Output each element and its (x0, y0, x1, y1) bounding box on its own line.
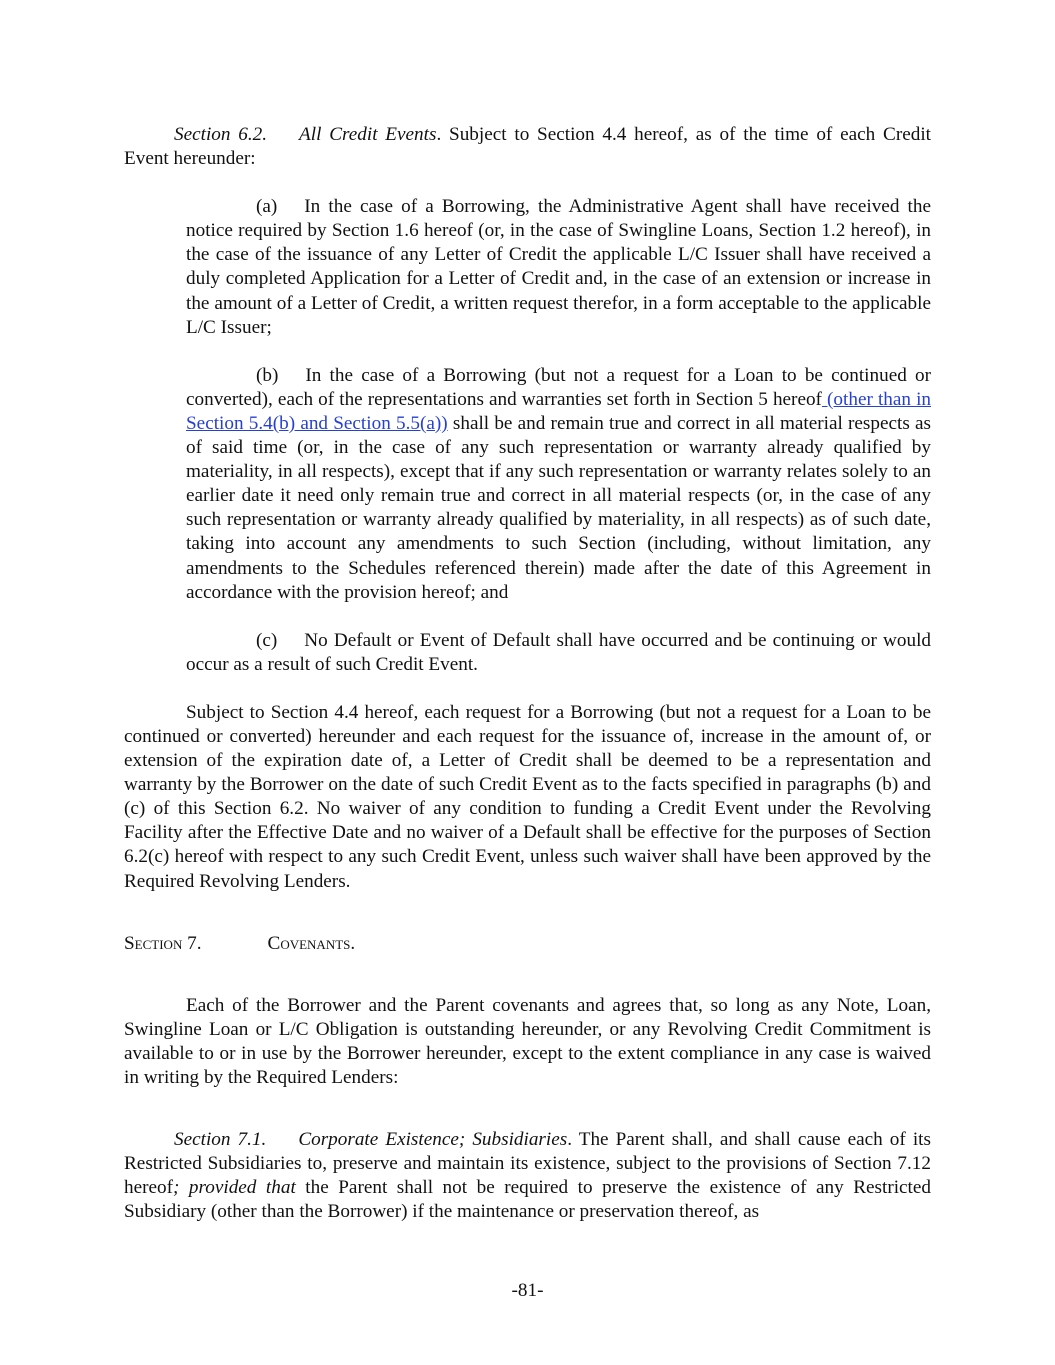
section-7-1-text-after: the Parent shall not be required to preserve the existence of any Restricted Subsidiary (other than the Borrower) if the maintenance or preservation thereof, as (124, 1177, 931, 1223)
closing-paragraph: Subject to Section 4.4 hereof, each request for a Borrowing (but not a request for a Loan to be continued or converted) hereunder and each request for the issuance of, increase in the amount of, or extension of the expiration date of, a Letter of Credit shall be deemed to be a representation and warranty by the Borrower on the date of such Credit Event as to the facts specified in paragraphs (b) and (c) of this Section 6.2. No waiver of any condition to funding a Credit Event under the Revolving Facility after the Effective Date and no waiver of a Default shall be effective for the purposes of Section 6.2(c) hereof with respect to any such Credit Event, unless such waiver shall have been approved by the Required Revolving Lenders. (124, 701, 931, 892)
section-7-1-italic: ; provided that (173, 1177, 296, 1199)
clause-a-label: (a) (256, 196, 278, 218)
section-7-intro: Each of the Borrower and the Parent covenants and agrees that, so long as any Note, Loan, Swingline Loan or L/C Obligation is outstanding hereunder, or any Revolving Credit Commitment is available to or in use by the Borrower hereunder, except to the extent compliance in any case is waived in writing by the Required Lenders: (124, 994, 931, 1088)
section-7-1-number: Section 7.1. (174, 1129, 267, 1151)
section-7-title: Covenants. (267, 932, 356, 954)
section-6-2-number: Section 6.2. (174, 124, 268, 145)
clause-b-link[interactable]: (other than in Section 5.4(b) and Section 5.5(a)) (186, 388, 932, 434)
section-6-2-heading-paragraph (124, 123, 931, 171)
clause-a-text: In the case of a Borrowing, the Administrative Agent shall have received the notice required by Section 1.6 hereof (or, in the case of Swingline Loans, Section 1.2 hereof), in the case of the issuance of any Letter of Credit the applicable L/C Issuer shall have received a duly completed Application for a Letter of Credit and, in the case of an extension or increase in the amount of a Letter of Credit, a written request therefor, in a form acceptable to the applicable L/C Issuer; (186, 196, 931, 338)
clause-b (186, 364, 931, 605)
section-7-number: Section 7. (124, 932, 202, 954)
section-7-1-title: Corporate Existence; Subsidiaries (298, 1129, 568, 1151)
clause-c-text: No Default or Event of Default shall have occurred and be continuing or would occur as a result of such Credit Event. (186, 629, 931, 675)
section-7-heading (124, 932, 931, 956)
section-7-1-text-before: . The Parent shall, and shall cause each of its Restricted Subsidiaries to, preserve and maintain its existence, subject to the provisions of Section 7.12 hereof (124, 1129, 931, 1199)
section-6-2-title: All Credit Events (299, 124, 437, 145)
clause-c (186, 629, 931, 677)
clause-b-label: (b) (256, 364, 279, 386)
section-6-2-intro: . Subject to Section 4.4 hereof, as of the time of each Credit Event hereunder: (124, 124, 931, 170)
clause-a (186, 195, 931, 340)
section-7-1-paragraph (124, 1128, 931, 1224)
clause-c-label: (c) (256, 629, 278, 651)
document-page (124, 123, 931, 1224)
page-number: -81- (511, 1280, 544, 1301)
clause-b-text-before: In the case of a Borrowing (but not a request for a Loan to be continued or converted), each of the representations and warranties set forth in Section 5 hereof (186, 364, 931, 410)
clause-b-text-after: shall be and remain true and correct in all material respects as of said time (or, in the case of any such representation or warranty already qualified by materiality, in all respects), except that if any such representation or warranty relates solely to an earlier date it need only remain true and correct in all material respects (or, in the case of any such representation or warranty already qualified by materiality, in all respects) as of such date, taking into account any amendments to such Section (including, without limitation, any amendments to the Schedules referenced therein) made after the date of this Agreement in accordance with the provision hereof; and (186, 412, 931, 603)
